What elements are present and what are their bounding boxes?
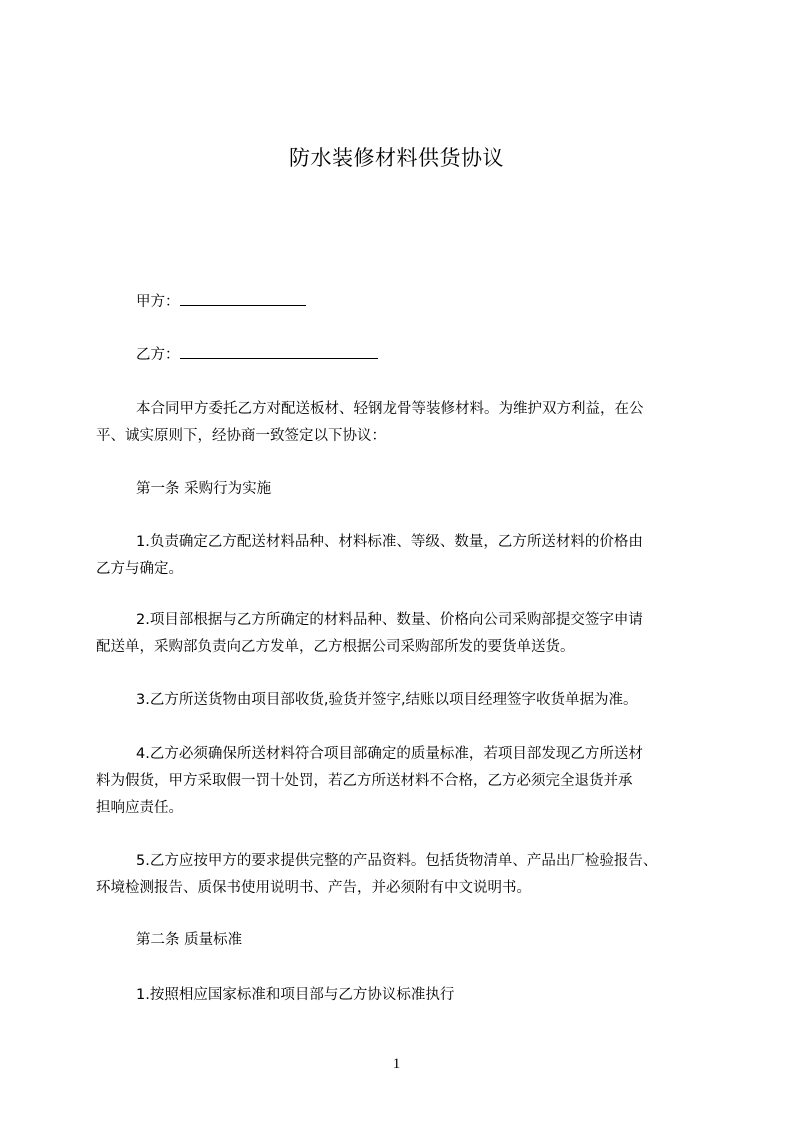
article-1-heading: 第一条 采购行为实施 [136,481,272,497]
document-title: 防水装修材料供货协议 [289,146,504,170]
party-b-blank [180,344,378,359]
item-line: 担响应责任。 [96,800,183,816]
article-1-item-1 [96,529,710,583]
party-b-label: 乙方： [136,347,180,363]
party-a-line [136,291,306,312]
article-1-item-5 [96,848,710,902]
item-line: 2.项目部根据与乙方所确定的材料品种、数量、价格向公司采购部提交签字申请 [136,612,643,628]
article-2-item-1 [96,982,710,1009]
party-b-line [136,344,378,365]
item-line: 乙方与确定。 [96,561,183,577]
item-line: 3.乙方所送货物由项目部收货,验货并签字,结账以项目经理签字收货单据为准。 [136,692,638,708]
intro-line: 本合同甲方委托乙方对配送板材、轻钢龙骨等装修材料。为维护双方利益，在公 [136,401,644,417]
article-1-item-4 [96,741,710,822]
item-line: 1.按照相应国家标准和项目部与乙方协议标准执行 [136,987,455,1003]
item-line: 配送单，采购部负责向乙方发单，乙方根据公司采购部所发的要货单送货。 [96,639,575,655]
item-line: 1.负责确定乙方配送材料品种、材料标准、等级、数量，乙方所送材料的价格由 [136,534,643,550]
page-number: 1 [392,1056,401,1072]
item-line: 环境检测报告、质保书使用说明书、产告，并必须附有中文说明书。 [96,880,531,896]
party-a-label: 甲方： [136,294,180,310]
article-1-item-2 [96,607,710,661]
item-line: 4.乙方必须确保所送材料符合项目部确定的质量标准，若项目部发现乙方所送材 [136,746,643,762]
intro-paragraph [96,396,710,450]
item-line: 5.乙方应按甲方的要求提供完整的产品资料。包括货物清单、产品出厂检验报告、 [136,853,658,869]
party-a-blank [180,291,306,306]
item-line: 料为假货，甲方采取假一罚十处罚，若乙方所送材料不合格，乙方必须完全退货并承 [96,773,633,789]
article-1-item-3 [96,687,710,714]
article-2-heading: 第二条 质量标准 [136,932,243,948]
intro-line: 平、诚实原则下，经协商一致签定以下协议： [96,428,386,444]
